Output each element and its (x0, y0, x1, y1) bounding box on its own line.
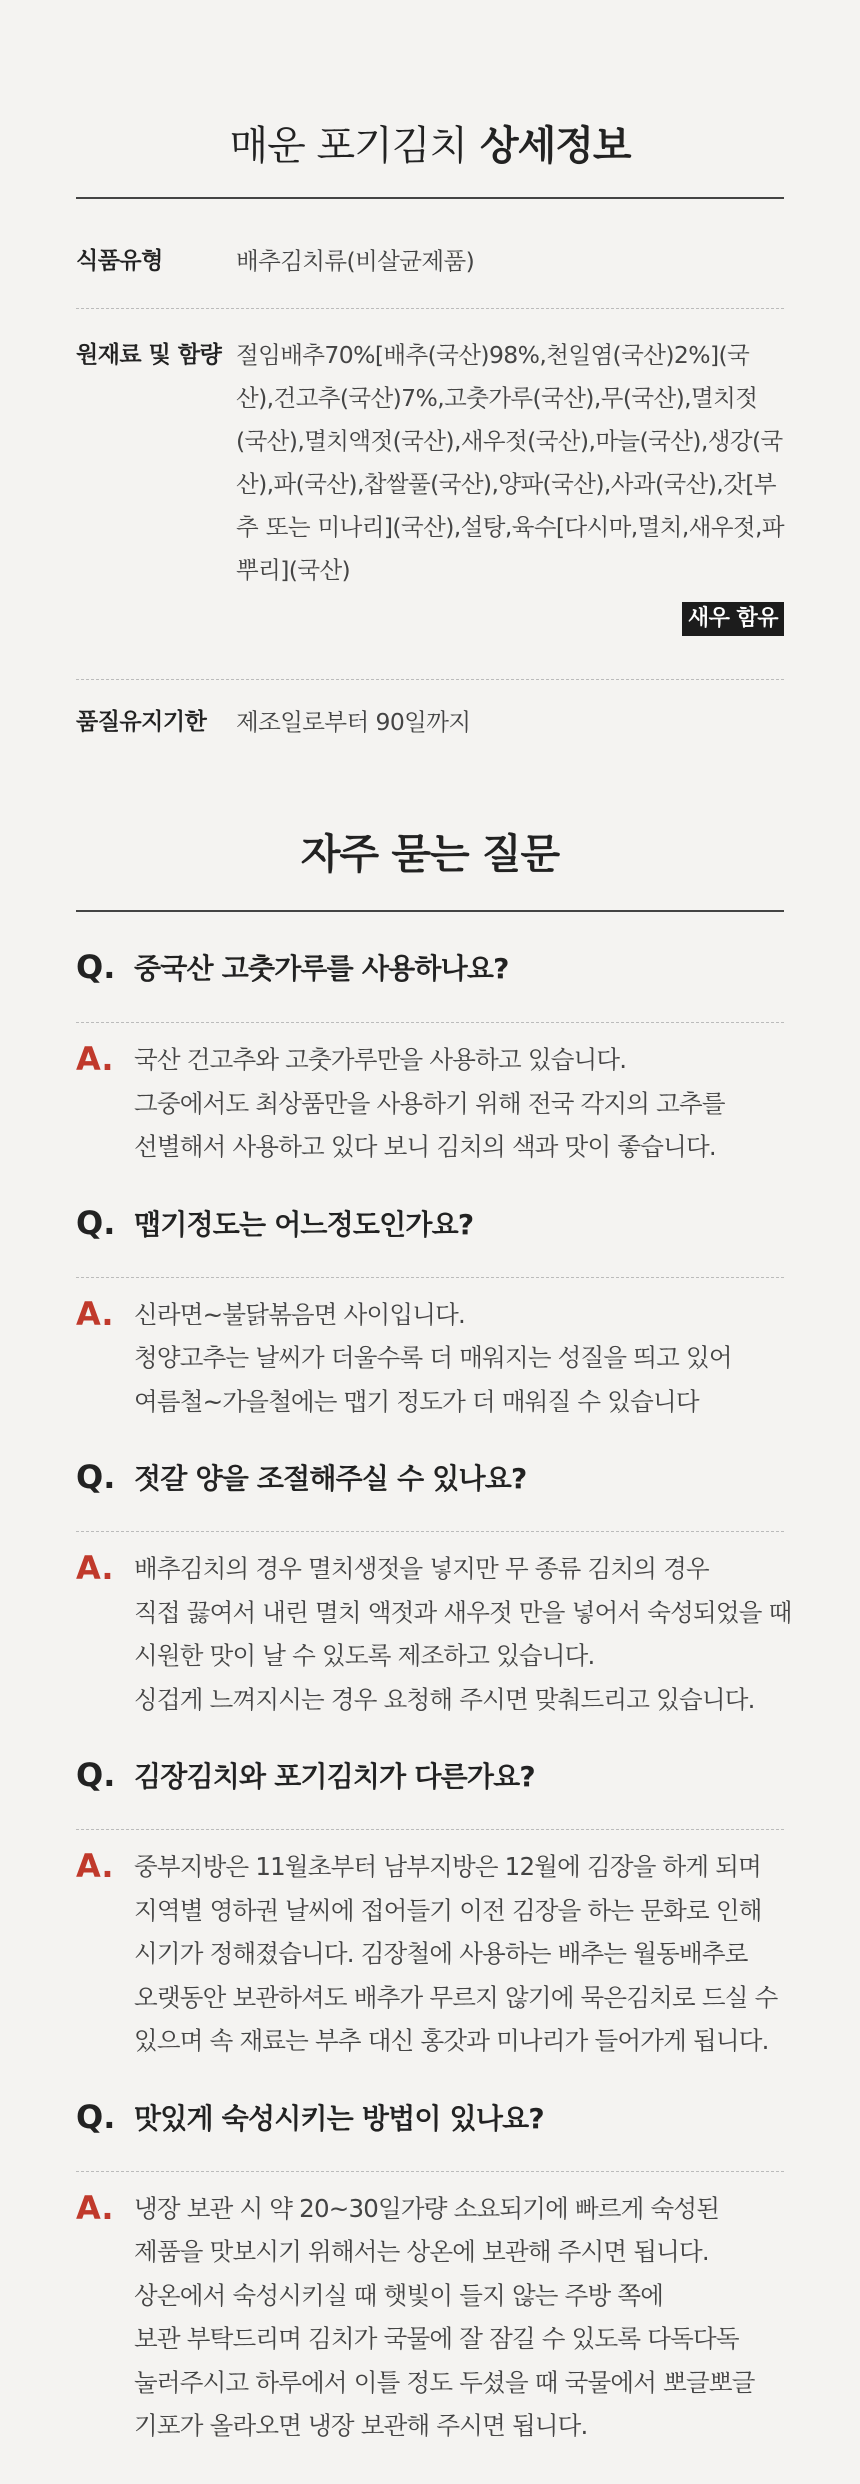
answer-text (134, 1293, 732, 1424)
faq-title: 자주 묻는 질문 (300, 830, 560, 878)
answer-line: 싱겁게 느껴지시는 경우 요청해 주시면 맞춰드리고 있습니다. (134, 1684, 755, 1714)
answer-line: 직접 끓여서 내린 멸치 액젓과 새우젓 만을 넣어서 숙성되었을 때 (134, 1597, 792, 1627)
answer-line: 상온에서 숙성시키실 때 햇빛이 들지 않는 주방 쪽에 (134, 2280, 664, 2310)
faq-answer-row (76, 1532, 792, 1721)
answer-marker: A. (76, 2188, 114, 2227)
question-marker: Q. (76, 948, 116, 986)
allergy-wrap (236, 596, 784, 639)
answer-line: 그중에서도 최상품만을 사용하기 위해 전국 각지의 고추를 (134, 1088, 725, 1118)
faq-question-row (76, 912, 784, 1023)
faq-item (76, 1169, 784, 1424)
answer-line: 제품을 맛보시기 위해서는 상온에 보관해 주시면 됩니다. (134, 2237, 709, 2266)
faq-question-row (76, 2063, 784, 2172)
info-label: 식품유형 (76, 248, 163, 274)
answer-text (134, 2187, 755, 2448)
info-label: 원재료 및 함량 (76, 342, 222, 368)
faq-question-row (76, 1721, 784, 1830)
answer-line: 보관 부탁드리며 김치가 국물에 잘 잠길 수 있도록 다독다독 (134, 2324, 739, 2353)
answer-text (134, 1038, 725, 1169)
answer-line: 지역별 영하권 날씨에 접어들기 이전 김장을 하는 문화로 인해 (134, 1895, 762, 1925)
info-row-ingredients (76, 309, 784, 680)
answer-marker: A. (76, 1040, 114, 1078)
allergy-badge: 새우 함유 (682, 602, 784, 636)
detail-title (76, 0, 784, 175)
answer-marker: A. (76, 1549, 114, 1587)
answer-marker: A. (76, 1294, 114, 1333)
answer-text (134, 1845, 777, 2063)
answer-line: 시원한 맛이 날 수 있도록 제조하고 있습니다. (134, 1641, 595, 1670)
faq-answer-row (76, 1830, 784, 2063)
faq-answer-row (76, 1278, 784, 1424)
question-marker: Q. (76, 1756, 116, 1794)
faq-answer-row (76, 2172, 784, 2448)
answer-line: 있으며 속 재료는 부추 대신 홍갓과 미나리가 들어가게 됩니다. (134, 2026, 769, 2055)
info-value: 제조일로부터 90일까지 (236, 708, 471, 736)
question-marker: Q. (76, 2097, 116, 2136)
answer-line: 시기가 정해졌습니다. 김장철에 사용하는 배추는 월동배추로 (134, 1939, 748, 1968)
faq-item (76, 912, 784, 1169)
faq-list (76, 912, 792, 2448)
detail-info-table (76, 199, 784, 742)
info-value-wrap (236, 309, 784, 639)
answer-line: 배추김치의 경우 멸치생젓을 넣지만 무 종류 김치의 경우 (134, 1554, 709, 1583)
answer-marker: A. (76, 1847, 114, 1885)
answer-line: 눌러주시고 하루에서 이틀 정도 두셨을 때 국물에서 뽀글뽀글 (134, 2367, 755, 2397)
answer-line: 청양고추는 날씨가 더울수록 더 매워지는 성질을 띄고 있어 (134, 1343, 732, 1372)
faq-question-row (76, 1423, 784, 1532)
answer-line: 여름철~가을철에는 맵기 정도가 더 매워질 수 있습니다 (134, 1386, 699, 1416)
question-text: 맛있게 숙성시키는 방법이 있나요? (134, 2101, 544, 2135)
answer-line: 오랫동안 보관하셔도 배추가 무르지 않기에 묵은김치로 드실 수 (134, 1982, 778, 2012)
info-value: 배추김치류(비살균제품) (236, 247, 475, 275)
answer-line: 냉장 보관 시 약 20~30일가량 소요되기에 빠르게 숙성된 (134, 2193, 720, 2223)
faq-question-row (76, 1169, 784, 1278)
answer-text (134, 1547, 791, 1721)
question-marker: Q. (76, 1203, 116, 1242)
detail-title-product: 매운 포기김치 (229, 123, 468, 169)
answer-line: 국산 건고추와 고춧가루만을 사용하고 있습니다. (134, 1045, 627, 1074)
answer-line: 신라면~불닭볶음면 사이입니다. (134, 1299, 465, 1329)
answer-line: 기포가 올라오면 냉장 보관해 주시면 됩니다. (134, 2411, 588, 2440)
answer-line: 중부지방은 11월초부터 남부지방은 12월에 김장을 하게 되며 (134, 1852, 762, 1881)
answer-line: 선별해서 사용하고 있다 보니 김치의 색과 맛이 좋습니다. (134, 1132, 716, 1161)
faq-answer-row (76, 1023, 784, 1169)
page-content (76, 0, 792, 2448)
ingredients-text: 절임배추70%[배추(국산)98%,천일염(국산)2%](국산),건고추(국산)7%,고춧가루(국산),무(국산),멸치젓(국산),멸치액젓(국산),새우젓(국산),마늘(국산),생강(국산),파(국산),찹쌀풀(국산),양파(국산),사과(국산),갓[부추 또는 미나리](국산),설탕,육수[다시마,멸치,새우젓,파뿌리](국산) (236, 341, 784, 584)
faq-item (76, 1721, 784, 2063)
info-row-food-type (76, 199, 784, 309)
info-row-shelf-life (76, 680, 784, 742)
faq-item (76, 1423, 792, 1721)
question-text: 김장김치와 포기김치가 다른가요? (134, 1760, 535, 1793)
question-marker: Q. (76, 1458, 116, 1496)
question-text: 중국산 고춧가루를 사용하나요? (134, 952, 509, 985)
info-label: 품질유지기한 (76, 709, 207, 735)
detail-title-suffix: 상세정보 (479, 123, 631, 169)
question-text: 젓갈 양을 조절해주실 수 있나요? (134, 1462, 527, 1495)
question-text: 맵기정도는 어느정도인가요? (134, 1207, 474, 1241)
faq-item (76, 2063, 784, 2448)
